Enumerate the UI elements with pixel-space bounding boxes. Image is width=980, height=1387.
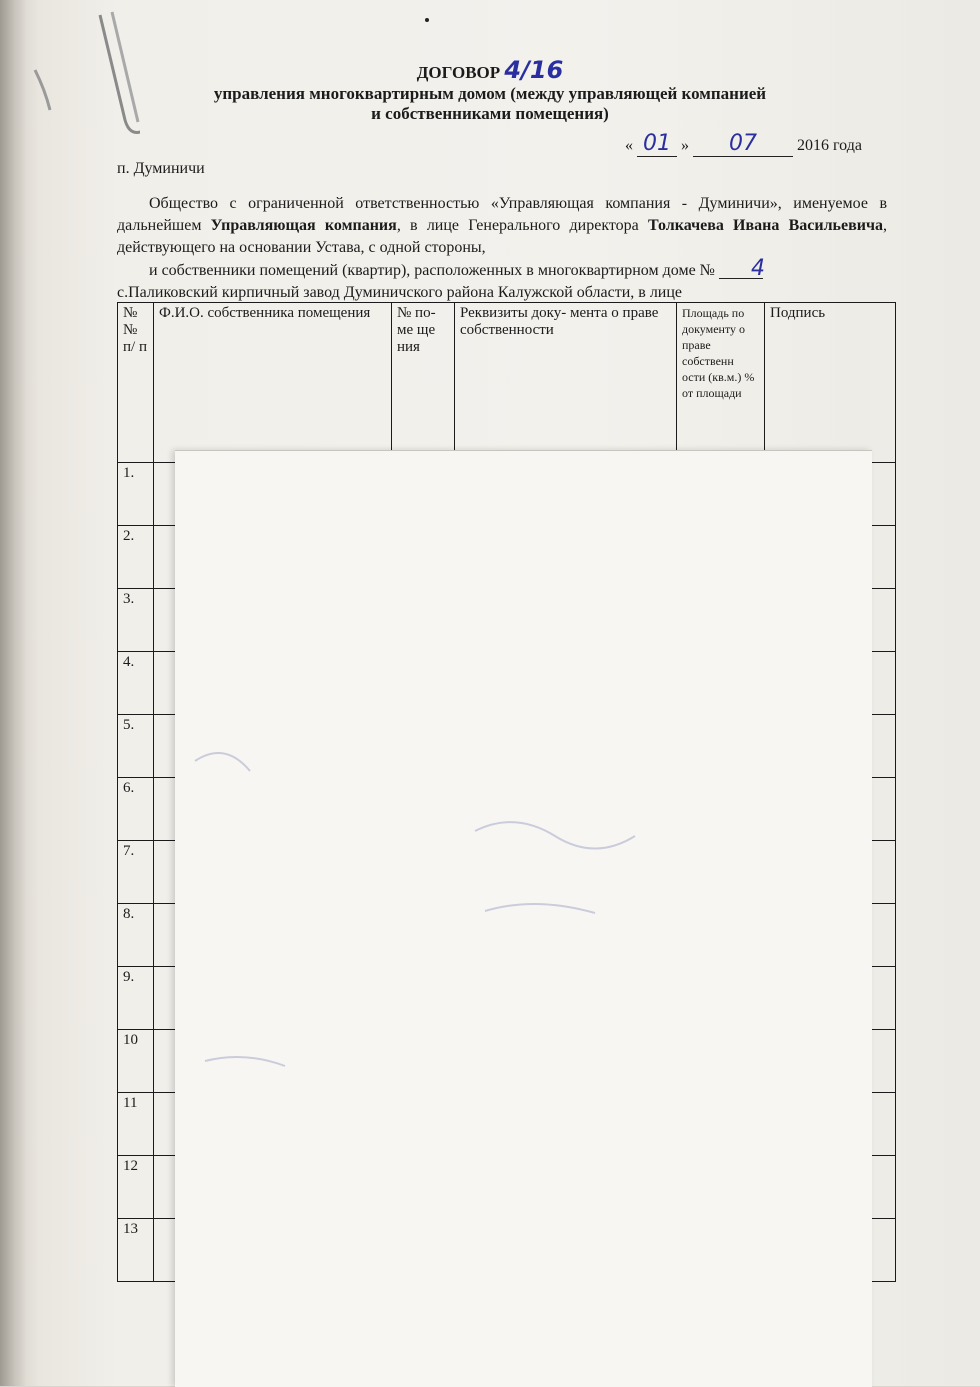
date-quote-close: » [681,137,689,154]
row-number-cell: 13 [118,1219,154,1282]
row-number-cell: 1. [118,463,154,526]
row-number-cell: 3. [118,589,154,652]
header-area: Площадь по документу о праве собственн ости (кв.м.) % от площади [677,303,765,463]
row-number-cell: 2. [118,526,154,589]
row-number-cell: 12 [118,1156,154,1219]
subtitle-line-2: и собственниками помещения) [371,104,609,123]
header-signature: Подпись [765,303,896,463]
punch-dot [425,18,429,22]
paragraph-company [117,193,887,259]
header-owner-name: Ф.И.О. собственника помещения [154,303,392,463]
para1-text-c: , в лице Генерального директора [396,217,649,234]
contract-place: п. Думиничи [117,160,205,177]
covering-sheet [175,450,872,1387]
para1-company-term: Управляющая компания [210,217,397,234]
title-text: ДОГОВОР [416,63,501,82]
paragraph-owners [117,256,887,304]
contract-number: 4/16 [504,56,564,84]
date-quote-open: « [625,137,633,154]
row-number-cell: 9. [118,967,154,1030]
contract-date [625,131,862,157]
para2-text-b: с.Паликовский кирпичный завод Думиничского района Калужской области, в лице [117,284,683,301]
row-number-cell: 7. [118,841,154,904]
date-year: 2016 года [797,137,862,154]
para1-director-name: Толкачева Ивана Васильевича [648,217,884,234]
contract-subtitle [0,84,980,124]
row-number-cell: 4. [118,652,154,715]
row-number-cell: 5. [118,715,154,778]
bleed-through-marks [175,451,872,1387]
contract-title [0,56,980,84]
header-premises-number: № по- ме ще ния [392,303,455,463]
header-ownership-doc: Реквизиты доку- мента о праве собственности [455,303,677,463]
header-row-number: № № п/ п [118,303,154,463]
row-number-cell: 10 [118,1030,154,1093]
subtitle-line-1: управления многоквартирным домом (между управляющей компанией [213,84,767,103]
para1-text-a: Общество с ограниченной ответственностью «Управляющая компания - Думиничи», именуемое в дальнейшем [117,195,887,234]
date-day: 01 [637,131,677,157]
row-number-cell: 11 [118,1093,154,1156]
row-number-cell: 6. [118,778,154,841]
row-number-cell: 8. [118,904,154,967]
date-month: 07 [693,131,793,157]
para1-text-e: , действующего на основании Устава, с одной стороны, [117,217,888,256]
para2-text-a: и собственники помещений (квартир), расположенных в многоквартирном доме № [149,262,715,279]
page-edge-shadow [0,0,26,1386]
house-number: 4 [719,260,763,279]
table-header-row [118,303,896,463]
